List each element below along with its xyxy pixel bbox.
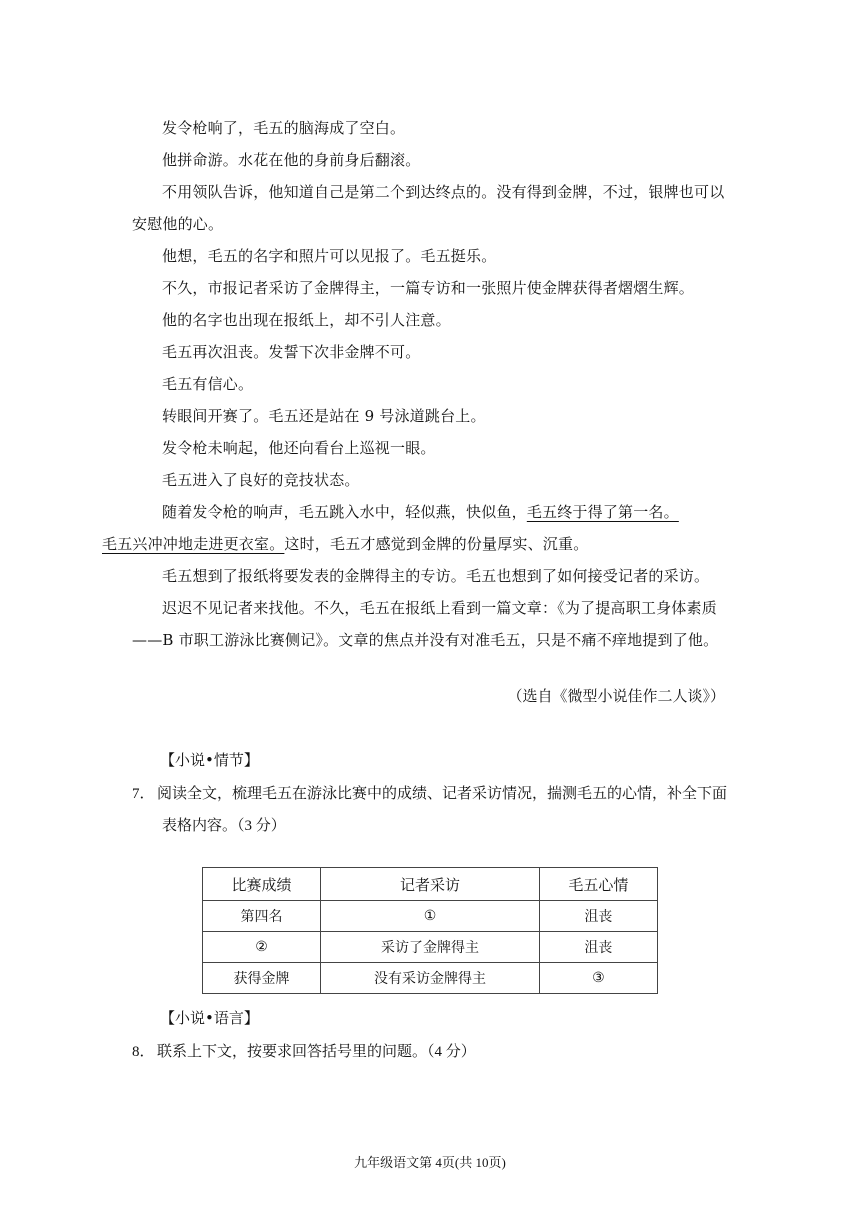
table-row (203, 901, 658, 932)
table-row (203, 932, 658, 963)
story-paragraph: 转眼间开赛了。毛五还是站在 9 号泳道跳台上。 (162, 407, 486, 425)
story-source: （选自《微型小说佳作二人谈》） (507, 687, 725, 705)
question-text: 阅读全文，梳理毛五在游泳比赛中的成绩、记者采访情况，揣测毛五的心情，补全下面 (157, 786, 728, 802)
story-paragraph: 不用领队告诉，他知道自己是第二个到达终点的。没有得到金牌，不过，银牌也可以安慰他的心。 (132, 183, 725, 233)
story-paragraph: 毛五再次沮丧。发誓下次非金牌不可。 (162, 343, 421, 361)
table-cell: 没有采访金牌得主 (321, 963, 540, 994)
story-paragraph: 毛五想到了报纸将要发表的金牌得主的专访。毛五也想到了如何接受记者的采访。 (162, 567, 710, 585)
story-paragraph: 发令枪响了，毛五的脑海成了空白。 (162, 119, 406, 137)
table-cell: 沮丧 (539, 932, 657, 963)
story-paragraph: 毛五有信心。 (162, 375, 254, 393)
story-paragraph: 他的名字也出现在报纸上，却不引人注意。 (162, 311, 451, 329)
story-paragraph: 发令枪未响起，他还向看台上巡视一眼。 (162, 439, 436, 457)
section-tag-plot: 【小说•情节】 (160, 751, 259, 769)
table-cell: ② (203, 932, 321, 963)
underlined-sentence-1: 毛五终于得了第一名。 (526, 503, 679, 521)
story-paragraph: 他想，毛五的名字和照片可以见报了。毛五挺乐。 (162, 247, 497, 265)
story-paragraph: 迟迟不见记者来找他。不久，毛五在报纸上看到一篇文章：《为了提高职工身体素质——B 市职工游泳比赛侧记》。文章的焦点并没有对准毛五，只是不痛不痒地提到了他。 (132, 599, 719, 649)
table-row (203, 963, 658, 994)
table-header-row (203, 868, 658, 901)
question-8 (132, 1036, 742, 1068)
plain-text: 这时，毛五才感觉到金牌的份量厚实、沉重。 (284, 535, 589, 553)
question-text: 联系上下文，按要求回答括号里的问题。（4 分） (157, 1044, 476, 1060)
table-header-cell: 记者采访 (321, 868, 540, 901)
table-cell: 获得金牌 (203, 963, 321, 994)
underlined-sentence-2: 毛五兴冲冲地走进更衣室。 (102, 535, 285, 553)
table-cell: 第四名 (203, 901, 321, 932)
question-number: 8． (132, 1044, 155, 1060)
table-cell: 沮丧 (539, 901, 657, 932)
table-header-cell: 毛五心情 (539, 868, 657, 901)
answer-table (202, 867, 658, 994)
section-tag-language: 【小说•语言】 (160, 1009, 259, 1027)
table-header-cell: 比赛成绩 (203, 868, 321, 901)
question-number: 7． (132, 786, 155, 802)
table-cell: 采访了金牌得主 (321, 932, 540, 963)
question-text-continued: 表格内容。（3 分） (162, 818, 286, 834)
story-paragraph: 不久，市报记者采访了金牌得主，一篇专访和一张照片使金牌获得者熠熠生辉。 (162, 279, 695, 297)
page-footer: 九年级语文第 4页(共 10页) (354, 1155, 506, 1170)
plain-text: 随着发令枪的响声，毛五跳入水中，轻似燕，快似鱼， (162, 503, 527, 521)
story-paragraph-underlined (102, 496, 727, 560)
question-7 (132, 778, 742, 842)
story-paragraph: 毛五进入了良好的竞技状态。 (162, 471, 360, 489)
table-cell: ③ (539, 963, 657, 994)
table-cell: ① (321, 901, 540, 932)
story-text (102, 112, 727, 656)
story-paragraph: 他拼命游。水花在他的身前身后翻滚。 (162, 151, 421, 169)
